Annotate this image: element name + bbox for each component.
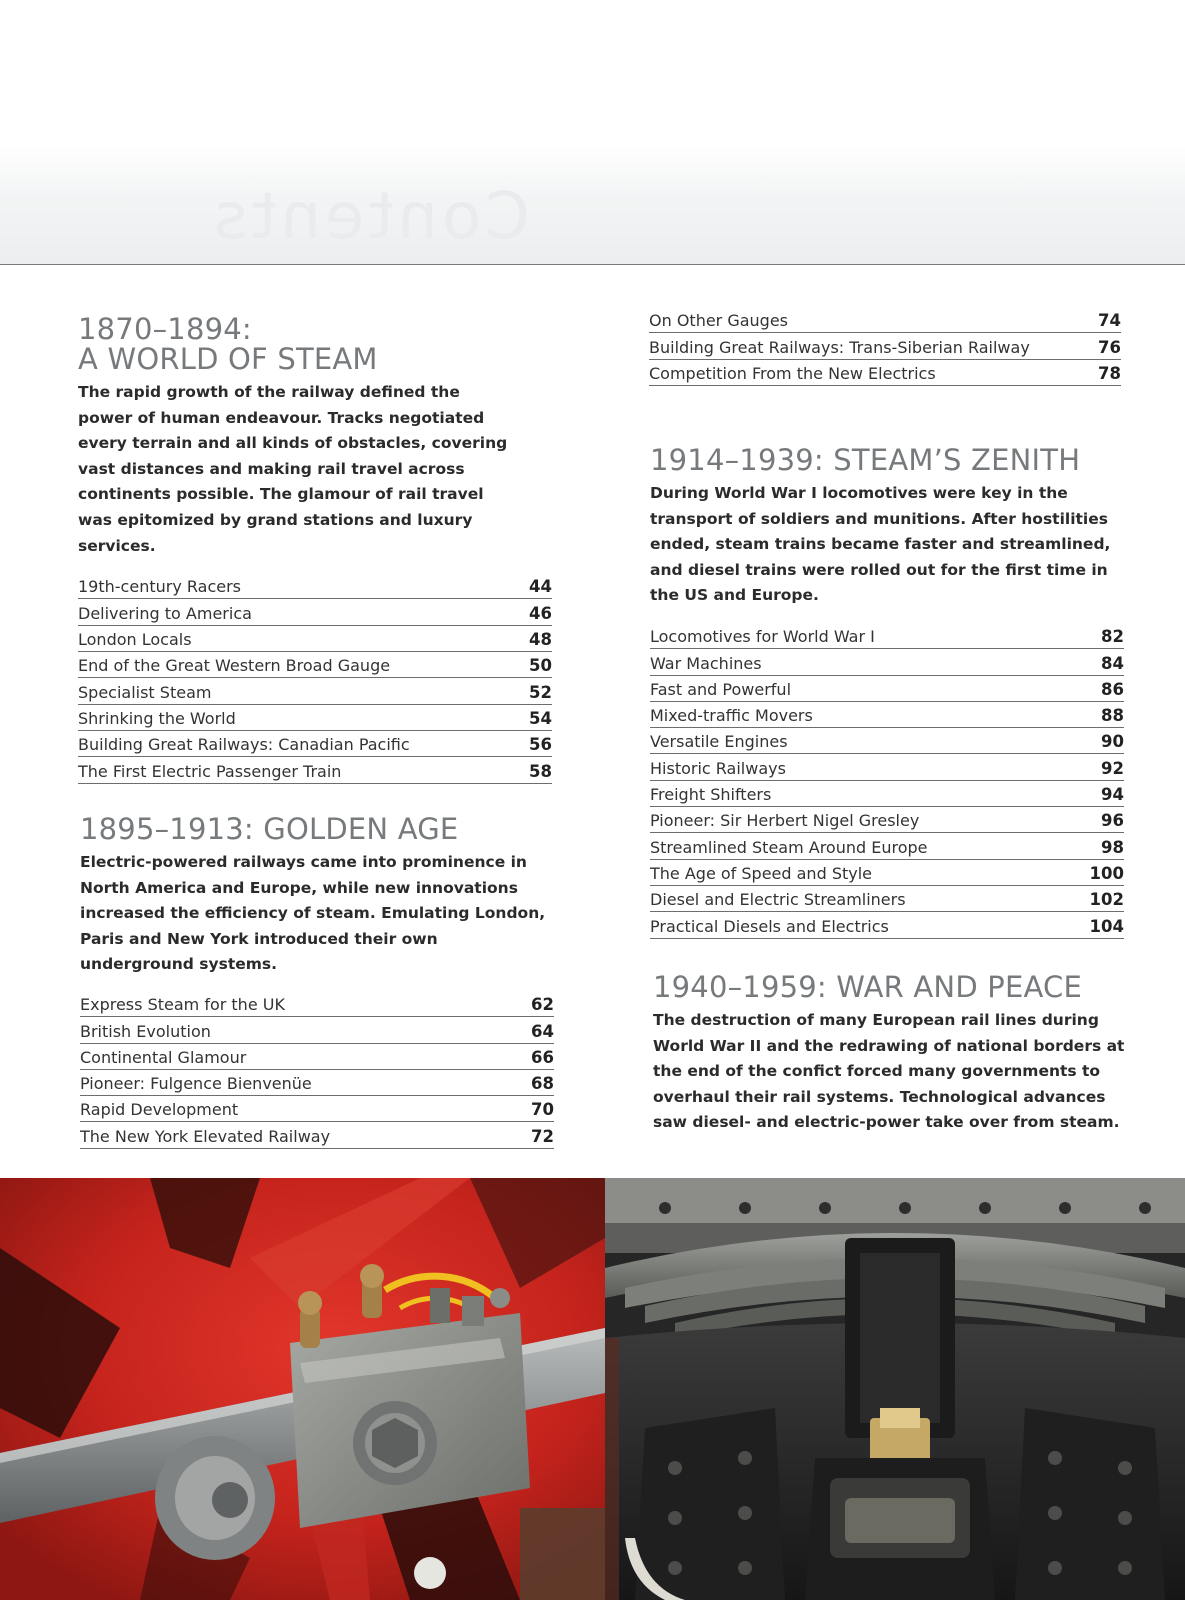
toc-entry[interactable] <box>80 991 554 1017</box>
toc-entry-title: Fast and Powerful <box>650 679 792 699</box>
toc-entry-title: Building Great Railways: Trans-Siberian Railway <box>649 337 1030 357</box>
toc-entry-title: End of the Great Western Broad Gauge <box>78 656 391 676</box>
toc-entry-page: 96 <box>1101 811 1124 831</box>
section-1914-1939 <box>650 445 1124 939</box>
section-1895-1913 <box>80 814 554 1149</box>
toc-entry-title: Continental Glamour <box>80 1047 247 1067</box>
toc-entry-page: 92 <box>1101 758 1124 778</box>
toc-entry-title: Diesel and Electric Streamliners <box>650 890 906 910</box>
toc-entry-page: 52 <box>529 682 552 702</box>
toc-entry[interactable] <box>649 333 1121 359</box>
toc-entry-title: Shrinking the World <box>78 708 236 728</box>
toc-entry[interactable] <box>78 599 552 625</box>
section-heading: 1940–1959: WAR AND PEACE <box>653 970 1082 1004</box>
toc-entry[interactable] <box>650 754 1124 780</box>
toc-entry-title: Pioneer: Sir Herbert Nigel Gresley <box>650 811 920 831</box>
toc-entry-page: 70 <box>531 1100 554 1120</box>
toc-entry-title: Competition From the New Electrics <box>649 363 936 383</box>
toc-list <box>80 991 554 1149</box>
toc-entry-page: 104 <box>1089 916 1124 936</box>
toc-entry[interactable] <box>80 1122 554 1148</box>
toc-entry-title: War Machines <box>650 653 762 673</box>
toc-entry-title: London Locals <box>78 630 192 650</box>
toc-entry[interactable] <box>80 1044 554 1070</box>
suspension-illustration <box>605 1178 1185 1600</box>
section-description: The destruction of many European rail lines during World War II and the redrawing of national borders at the end of the confict forced many governments to overhaul their rail systems. Technological advances saw diesel- and electric-power take over from steam. <box>653 1011 1125 1132</box>
toc-entry[interactable] <box>80 1070 554 1096</box>
toc-entry[interactable] <box>78 573 552 599</box>
toc-entry[interactable] <box>650 676 1124 702</box>
toc-list <box>650 623 1124 939</box>
toc-entry-page: 64 <box>531 1021 554 1041</box>
toc-entry-page: 74 <box>1098 311 1121 331</box>
toc-entry[interactable] <box>650 623 1124 649</box>
toc-entry-page: 62 <box>531 995 554 1015</box>
section-heading-line1: 1870–1894: <box>78 312 252 346</box>
header-ghost-lettering: Contents <box>210 180 530 254</box>
toc-entry[interactable] <box>78 626 552 652</box>
toc-entry-page: 102 <box>1089 890 1124 910</box>
toc-entry[interactable] <box>649 360 1121 386</box>
toc-entry[interactable] <box>80 1096 554 1122</box>
photo-black-locomotive-suspension <box>605 1178 1185 1600</box>
section-description: The rapid growth of the railway defined the power of human endeavour. Tracks negotiated every terrain and all kinds of obstacles, covering vast distances and making rail travel across continents possible. The glamour of rail travel was epitomized by grand stations and luxury services. <box>78 383 508 555</box>
toc-entry-page: 82 <box>1101 627 1124 647</box>
toc-entry-title: Pioneer: Fulgence Bienvenüe <box>80 1074 312 1094</box>
section-1940-1959 <box>653 972 1127 1136</box>
toc-entry[interactable] <box>649 307 1121 333</box>
toc-entry-page: 86 <box>1101 679 1124 699</box>
toc-entry-page: 56 <box>529 735 552 755</box>
toc-entry-page: 98 <box>1101 837 1124 857</box>
section-1870-1894 <box>78 314 552 784</box>
toc-entry[interactable] <box>650 781 1124 807</box>
toc-entry-page: 84 <box>1101 653 1124 673</box>
section-heading-line2: A WORLD OF STEAM <box>78 342 378 376</box>
toc-entry-title: Streamlined Steam Around Europe <box>650 837 928 857</box>
toc-entry[interactable] <box>650 649 1124 675</box>
toc-entry-page: 90 <box>1101 732 1124 752</box>
toc-entry[interactable] <box>78 757 552 783</box>
toc-entry-page: 68 <box>531 1074 554 1094</box>
toc-entry[interactable] <box>650 912 1124 938</box>
toc-entry-page: 78 <box>1098 363 1121 383</box>
toc-entry-page: 54 <box>529 708 552 728</box>
toc-entry-title: 19th-century Racers <box>78 577 241 597</box>
photo-strip <box>0 1178 1185 1600</box>
toc-entry[interactable] <box>650 702 1124 728</box>
section-description: Electric-powered railways came into prominence in North America and Europe, while new innovations increased the efficiency of steam. Emulating London, Paris and New York introduced their own underground systems. <box>80 853 546 974</box>
toc-entry[interactable] <box>78 731 552 757</box>
toc-entry-page: 66 <box>531 1047 554 1067</box>
toc-entry-page: 44 <box>529 577 552 597</box>
toc-entry-title: Express Steam for the UK <box>80 995 285 1015</box>
toc-entry-title: Versatile Engines <box>650 732 788 752</box>
toc-entry-page: 50 <box>529 656 552 676</box>
toc-entry-title: The Age of Speed and Style <box>650 863 872 883</box>
toc-entry-title: Mixed-traffic Movers <box>650 706 813 726</box>
toc-entry-title: The New York Elevated Railway <box>80 1126 331 1146</box>
toc-entry-title: Rapid Development <box>80 1100 239 1120</box>
toc-entry-page: 58 <box>529 761 552 781</box>
toc-entry-page: 100 <box>1089 863 1124 883</box>
toc-entry-page: 94 <box>1101 785 1124 805</box>
toc-list <box>649 307 1121 386</box>
toc-entry-page: 72 <box>531 1126 554 1146</box>
toc-entry-page: 48 <box>529 630 552 650</box>
toc-entry-page: 46 <box>529 603 552 623</box>
toc-entry-title: The First Electric Passenger Train <box>78 761 342 781</box>
toc-entry[interactable] <box>78 678 552 704</box>
section-heading: 1914–1939: STEAM’S ZENITH <box>650 443 1081 477</box>
section-heading: 1895–1913: GOLDEN AGE <box>80 812 459 846</box>
toc-entry-title: Locomotives for World War I <box>650 627 875 647</box>
toc-entry-page: 76 <box>1098 337 1121 357</box>
toc-entry[interactable] <box>80 1017 554 1043</box>
photo-red-locomotive-wheel <box>0 1178 605 1600</box>
wheel-illustration <box>0 1178 605 1600</box>
toc-entry-title: Delivering to America <box>78 603 252 623</box>
toc-entry-page: 88 <box>1101 706 1124 726</box>
toc-entry-title: On Other Gauges <box>649 311 789 331</box>
section-heading <box>78 314 552 374</box>
toc-entry[interactable] <box>650 807 1124 833</box>
section-continued-entries <box>649 307 1121 386</box>
section-description: During World War I locomotives were key in the transport of soldiers and munitions. After hostilities ended, steam trains became faster and streamlined, and diesel trains were rolled out for the first time in the US and Europe. <box>650 484 1111 605</box>
toc-entry-title: British Evolution <box>80 1021 211 1041</box>
toc-entry[interactable] <box>650 833 1124 859</box>
toc-list <box>78 573 552 783</box>
toc-entry[interactable] <box>78 705 552 731</box>
toc-entry-title: Building Great Railways: Canadian Pacific <box>78 735 410 755</box>
toc-entry-title: Historic Railways <box>650 758 786 778</box>
toc-entry[interactable] <box>650 860 1124 886</box>
toc-entry[interactable] <box>78 652 552 678</box>
header-band <box>0 0 1185 265</box>
toc-entry-title: Freight Shifters <box>650 785 772 805</box>
toc-entry-title: Specialist Steam <box>78 682 212 702</box>
toc-entry[interactable] <box>650 728 1124 754</box>
toc-entry-title: Practical Diesels and Electrics <box>650 916 889 936</box>
toc-entry[interactable] <box>650 886 1124 912</box>
